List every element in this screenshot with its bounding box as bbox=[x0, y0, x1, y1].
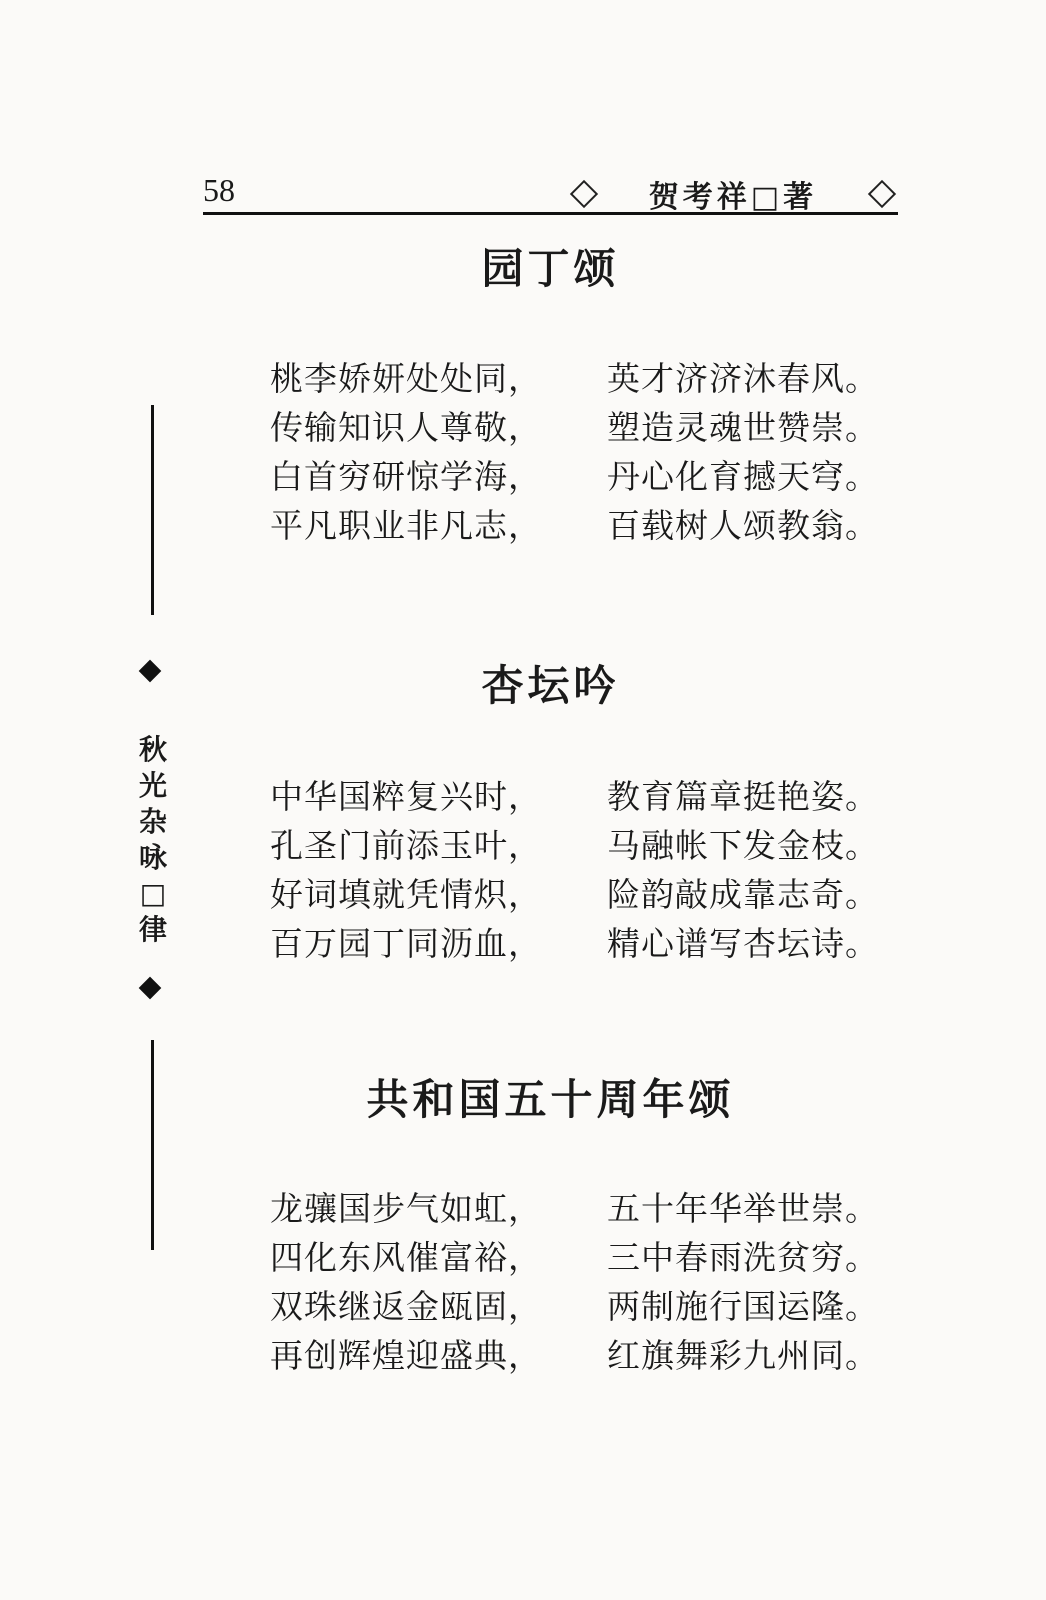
poem-line bbox=[270, 1329, 910, 1378]
line-second-half: 马融帐下发金枝。 bbox=[607, 826, 879, 865]
line-first-half: 好词填就凭情炽， bbox=[270, 875, 542, 914]
poem-body bbox=[270, 1182, 910, 1378]
page-number: 58 bbox=[203, 172, 235, 208]
line-second-half: 红旗舞彩九州同。 bbox=[607, 1336, 879, 1375]
poem-title: 园丁颂 bbox=[481, 244, 620, 293]
line-first-half: 四化东风催富裕， bbox=[270, 1238, 542, 1277]
line-first-half: 中华国粹复兴时， bbox=[270, 777, 542, 816]
poem-line bbox=[270, 401, 910, 450]
line-first-half: 百万园丁同沥血， bbox=[270, 924, 542, 963]
poem-line bbox=[270, 770, 910, 819]
poem-line bbox=[270, 868, 910, 917]
side-line-bottom bbox=[151, 1040, 154, 1250]
line-first-half: 孔圣门前添玉叶， bbox=[270, 826, 542, 865]
poem-line bbox=[270, 499, 910, 548]
side-title-char: 咏 bbox=[138, 841, 167, 874]
line-second-half: 两制施行国运隆。 bbox=[607, 1287, 879, 1326]
author-line: 贺考祥□著 bbox=[648, 180, 818, 215]
line-first-half: 桃李娇妍处处同， bbox=[270, 359, 542, 398]
poem-body bbox=[270, 770, 910, 966]
side-title-char: 光 bbox=[138, 769, 167, 802]
poem-line bbox=[270, 1280, 910, 1329]
line-second-half: 丹心化育撼天穹。 bbox=[607, 457, 879, 496]
line-first-half: 再创辉煌迎盛典， bbox=[270, 1336, 542, 1375]
side-title-char: 秋 bbox=[138, 733, 167, 766]
side-title-char: 杂 bbox=[138, 805, 167, 838]
line-second-half: 百载树人颂教翁。 bbox=[607, 506, 879, 545]
line-second-half: 英才济济沐春风。 bbox=[607, 359, 879, 398]
poem-title: 共和国五十周年颂 bbox=[366, 1075, 735, 1124]
poem-line bbox=[270, 819, 910, 868]
side-title-char: □ bbox=[139, 877, 167, 910]
line-first-half: 双珠继返金瓯固， bbox=[270, 1287, 542, 1326]
poem-line bbox=[270, 1231, 910, 1280]
line-second-half: 精心谱写杏坛诗。 bbox=[607, 924, 879, 963]
line-second-half: 塑造灵魂世赞崇。 bbox=[607, 408, 879, 447]
side-book-title bbox=[136, 732, 170, 948]
running-header bbox=[568, 174, 898, 214]
line-second-half: 险韵敲成靠志奇。 bbox=[607, 875, 879, 914]
line-second-half: 教育篇章挺艳姿。 bbox=[607, 777, 879, 816]
line-first-half: 平凡职业非凡志， bbox=[270, 506, 542, 545]
poem-line bbox=[270, 1182, 910, 1231]
side-line-top bbox=[151, 405, 154, 615]
line-first-half: 传输知识人尊敬， bbox=[270, 408, 542, 447]
diamond-icon bbox=[139, 660, 162, 683]
line-first-half: 白首穷研惊学海， bbox=[270, 457, 542, 496]
line-second-half: 三中春雨洗贫穷。 bbox=[607, 1238, 879, 1277]
diamond-outline-icon bbox=[868, 180, 896, 208]
poem-line bbox=[270, 917, 910, 966]
line-second-half: 五十年华举世崇。 bbox=[607, 1189, 879, 1228]
line-first-half: 龙骧国步气如虹， bbox=[270, 1189, 542, 1228]
diamond-icon bbox=[139, 977, 162, 1000]
poem-line bbox=[270, 450, 910, 499]
poem-body bbox=[270, 352, 910, 548]
diamond-outline-icon bbox=[570, 180, 598, 208]
poem-line bbox=[270, 352, 910, 401]
header-rule bbox=[203, 212, 898, 215]
poem-title: 杏坛吟 bbox=[481, 661, 620, 710]
side-title-char: 律 bbox=[138, 913, 167, 946]
